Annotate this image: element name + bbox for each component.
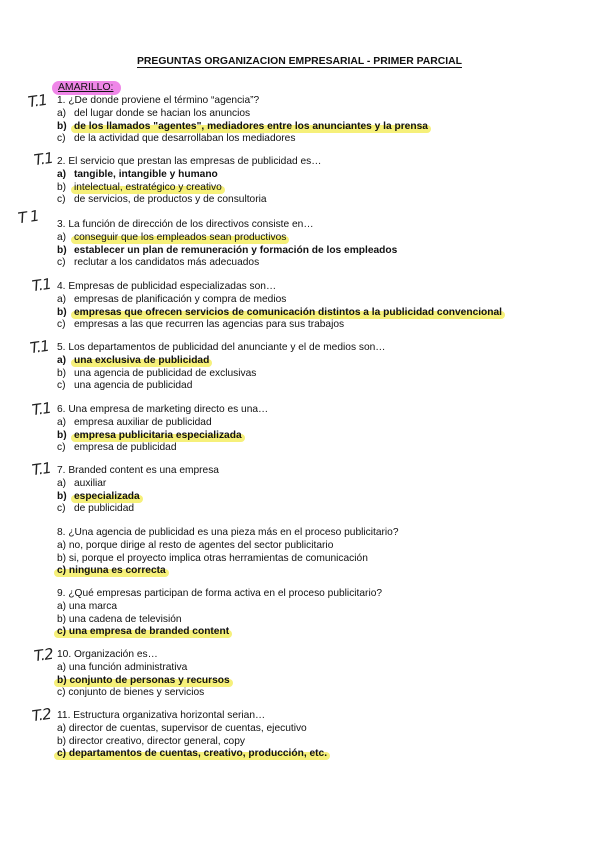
handwritten-topic-mark: T.2 — [30, 704, 52, 726]
handwritten-topic-mark: T.1 — [30, 458, 52, 480]
option-letter: a) — [57, 354, 67, 366]
handwritten-topic-mark: T.1 — [26, 90, 48, 112]
question-3 — [57, 219, 397, 270]
option-text: una exclusiva de publicidad — [74, 354, 210, 366]
page-title: PREGUNTAS ORGANIZACION EMPRESARIAL - PRIMER PARCIAL — [136, 56, 462, 67]
option-text: empresas que ofrecen servicios de comunicación distintos a la publicidad convencional — [74, 306, 503, 318]
question-9 — [57, 588, 382, 639]
option-text: tangible, intangible y humano — [74, 168, 218, 180]
answer-option — [57, 442, 268, 455]
option-text: empresa publicitaria especializada — [74, 429, 242, 441]
option-letter: c) — [57, 503, 66, 515]
handwritten-topic-mark: T.2 — [32, 644, 54, 666]
option-letter: a) — [57, 168, 67, 180]
question-text: 9. ¿Qué empresas participan de forma activa en el proceso publicitario? — [57, 588, 383, 599]
option-letter: a) — [57, 107, 67, 119]
answer-option — [57, 194, 321, 207]
answer-option — [57, 478, 219, 491]
answer-option — [57, 748, 327, 761]
answer-option — [57, 355, 385, 368]
option-text: una agencia de publicidad de exclusivas — [74, 367, 257, 379]
option-text: de los llamados "agentes", mediadores entre los anunciantes y la prensa — [74, 120, 428, 132]
answer-option — [57, 723, 327, 736]
option-letter: c) — [57, 319, 66, 331]
answer-option — [57, 169, 321, 182]
option-letter: c) — [57, 380, 66, 392]
answer-option — [57, 601, 382, 614]
option-letter: a) — [57, 293, 67, 305]
question-2 — [57, 156, 321, 207]
option-text: b) conjunto de personas y recursos — [57, 674, 230, 686]
answer-option — [57, 182, 321, 195]
answer-option — [57, 380, 385, 393]
question-text: 7. Branded content es una empresa — [57, 465, 219, 476]
handwritten-topic-mark: T 1 — [16, 206, 40, 228]
answer-option — [57, 503, 219, 516]
option-text: establecer un plan de remuneración y formación de los empleados — [74, 244, 398, 256]
answer-option — [57, 430, 268, 443]
option-letter: c) — [57, 257, 66, 269]
option-text: empresa de publicidad — [74, 442, 177, 454]
answer-option — [57, 121, 428, 134]
handwritten-topic-mark: T.1 — [30, 398, 52, 420]
option-text: de servicios, de productos y de consultoria — [74, 194, 267, 206]
option-letter: c) — [57, 133, 66, 145]
color-tag: AMARILLO: — [52, 81, 121, 95]
answer-option — [57, 614, 382, 627]
answer-option — [57, 319, 502, 332]
answer-option — [57, 565, 399, 578]
option-letter: b) — [57, 306, 67, 318]
option-letter: a) — [57, 231, 67, 243]
question-8 — [57, 527, 399, 578]
answer-option — [57, 540, 399, 553]
option-text: especializada — [74, 490, 140, 502]
answer-option — [57, 307, 502, 320]
option-text: a) director de cuentas, supervisor de cuentas, ejecutivo — [57, 722, 307, 734]
answer-option — [57, 626, 382, 639]
option-text: c) departamentos de cuentas, creativo, producción, etc. — [57, 748, 328, 760]
answer-option — [57, 675, 230, 688]
option-letter: c) — [57, 194, 66, 206]
option-letter: b) — [57, 490, 67, 502]
option-letter: b) — [57, 244, 67, 256]
answer-option — [57, 133, 428, 146]
question-text: 11. Estructura organizativa horizontal serian… — [57, 710, 266, 721]
answer-option — [57, 368, 385, 381]
answer-option — [57, 232, 397, 245]
question-text: 6. Una empresa de marketing directo es una… — [57, 404, 269, 415]
handwritten-topic-mark: T.1 — [28, 336, 50, 358]
option-text: intelectual, estratégico y creativo — [74, 181, 222, 193]
option-text: b) una cadena de televisión — [57, 613, 182, 625]
option-text: c) una empresa de branded content — [57, 626, 230, 638]
option-letter: b) — [57, 367, 67, 379]
handwritten-topic-mark: T.1 — [32, 148, 54, 170]
option-text: auxiliar — [74, 477, 107, 489]
option-text: empresa auxiliar de publicidad — [74, 416, 212, 428]
option-text: a) una función administrativa — [57, 661, 188, 673]
answer-option — [57, 245, 397, 258]
option-text: empresas de planificación y compra de medios — [74, 293, 287, 305]
answer-option — [57, 687, 230, 700]
option-text: b) si, porque el proyecto implica otras herramientas de comunicación — [57, 552, 368, 564]
question-text: 1. ¿De donde proviene el término “agencia”? — [57, 95, 260, 106]
question-6 — [57, 404, 268, 455]
option-letter: b) — [57, 120, 67, 132]
answer-option — [57, 257, 397, 270]
handwritten-topic-mark: T.1 — [30, 274, 52, 296]
option-text: empresas a las que recurren las agencias para sus trabajos — [74, 319, 345, 331]
question-4 — [57, 281, 502, 332]
option-letter: a) — [57, 477, 67, 489]
question-text: 4. Empresas de publicidad especializadas son… — [57, 281, 277, 292]
option-text: reclutar a los candidatos más adecuados — [74, 257, 260, 269]
answer-option — [57, 108, 428, 121]
answer-option — [57, 662, 230, 675]
question-text: 10. Organización es… — [57, 649, 158, 660]
option-letter: c) — [57, 442, 66, 454]
option-text: a) una marca — [57, 600, 118, 612]
option-letter: b) — [57, 429, 67, 441]
option-text: a) no, porque dirige al resto de agentes del sector publicitario — [57, 539, 334, 551]
option-letter: b) — [57, 181, 67, 193]
question-5 — [57, 342, 385, 393]
answer-option — [57, 736, 327, 749]
option-letter: a) — [57, 416, 67, 428]
option-text: de la actividad que desarrollaban los mediadores — [74, 133, 296, 145]
option-text: de publicidad — [74, 503, 135, 515]
question-1 — [57, 95, 428, 146]
option-text: del lugar donde se hacian los anuncios — [74, 107, 251, 119]
option-text: c) ninguna es correcta — [57, 565, 166, 577]
question-10 — [57, 649, 230, 700]
option-text: una agencia de publicidad — [74, 380, 193, 392]
question-7 — [57, 465, 219, 516]
option-text: b) director creativo, director general, copy — [57, 735, 245, 747]
answer-option — [57, 553, 399, 566]
option-text: conseguir que los empleados sean productivos — [74, 231, 287, 243]
question-text: 5. Los departamentos de publicidad del anunciante y el de medios son… — [57, 342, 386, 353]
question-text: 3. La función de dirección de los directivos consiste en… — [57, 219, 314, 230]
question-text: 8. ¿Una agencia de publicidad es una pieza más en el proceso publicitario? — [57, 527, 399, 538]
answer-option — [57, 417, 268, 430]
option-text: c) conjunto de bienes y servicios — [57, 687, 205, 699]
question-11 — [57, 710, 327, 761]
question-text: 2. El servicio que prestan las empresas de publicidad es… — [57, 156, 322, 167]
answer-option — [57, 294, 502, 307]
answer-option — [57, 491, 219, 504]
